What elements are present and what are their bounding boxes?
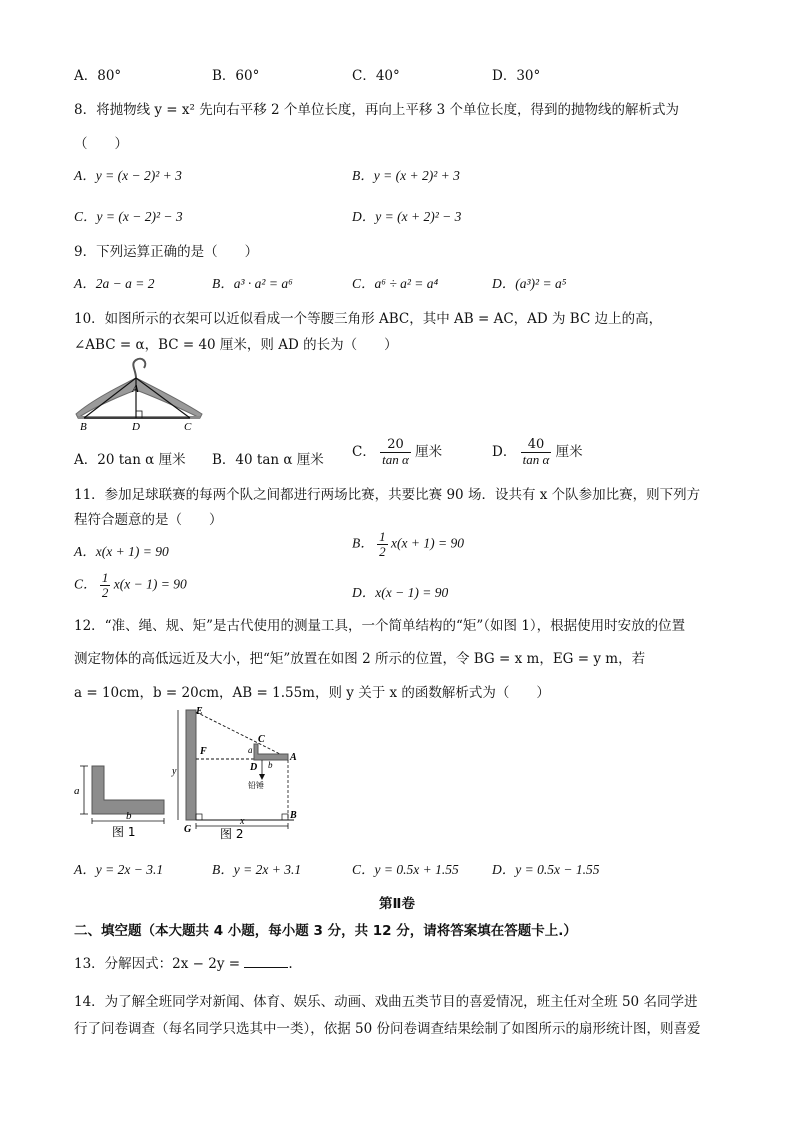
q10-option-b: B．40 tan α 厘米 xyxy=(212,452,324,468)
q11-stem-line2: 程符合题意的是（ ） xyxy=(74,512,223,528)
q9-option-b: B．a³ · a² = a⁶ xyxy=(212,276,293,291)
q9-stem: 9．下列运算正确的是（ ） xyxy=(74,244,259,260)
q12-option-a: A．y = 2x − 3.1 xyxy=(74,862,164,877)
q11-option-b-denominator: 2 xyxy=(379,544,386,559)
q12-option-d: D．y = 0.5x − 1.55 xyxy=(492,862,600,877)
q8-stem-line1: 8．将抛物线 y = x² 先向右平移 2 个单位长度，再向上平移 3 个单位长度，得到的抛物线的解析式为 xyxy=(74,102,680,118)
q11-option-b-numerator: 1 xyxy=(379,529,386,544)
q10-option-a: A．20 tan α 厘米 xyxy=(74,452,186,468)
fig1-label-b: b xyxy=(126,810,132,822)
figure-1-ju xyxy=(72,752,176,840)
q8-stem-line2: （ ） xyxy=(74,136,128,152)
q10-option-c-prefix: C． xyxy=(352,444,376,460)
q11-stem-line1: 11．参加足球联赛的每两个队之间都进行两场比赛，共要比赛 90 场．设共有 x 个队参加比赛，则下列方 xyxy=(74,487,701,503)
fig2-label-a: A xyxy=(290,752,297,763)
fig2-label-b-small: b xyxy=(268,760,273,770)
fig2-label-a-small: a xyxy=(248,745,253,755)
q7-option-b: B．60° xyxy=(212,68,260,84)
q10-option-c-unit: 厘米 xyxy=(415,444,443,460)
section-2-title: 第Ⅱ卷 xyxy=(379,896,415,912)
hanger-figure xyxy=(72,356,208,432)
q8-option-d: D．y = (x + 2)² − 3 xyxy=(352,209,462,224)
q13-end: . xyxy=(288,956,293,972)
q13-text: 13．分解因式：2x − 2y = xyxy=(74,956,241,972)
fig2-label-f: F xyxy=(200,746,207,757)
fig2-label-c: C xyxy=(258,734,265,745)
fig2-label-e: E xyxy=(196,706,203,717)
q10-option-c-numerator: 20 xyxy=(380,438,411,453)
q9-option-d: D．(a³)² = a⁵ xyxy=(492,276,567,291)
q10-option-d-numerator: 40 xyxy=(521,438,552,453)
fig2-label-x: x xyxy=(240,816,245,827)
q10-option-d-denominator: tan α xyxy=(522,452,550,467)
q12-option-c: C．y = 0.5x + 1.55 xyxy=(352,862,459,877)
q13-stem xyxy=(74,952,293,972)
figure-2-measurement xyxy=(170,704,310,842)
q11-option-a: A．x(x + 1) = 90 xyxy=(74,544,169,559)
hanger-label-a: A xyxy=(132,383,139,395)
q11-option-c-denominator: 2 xyxy=(101,585,109,600)
fig1-caption: 图 1 xyxy=(112,825,136,839)
q8-option-b: B．y = (x + 2)² + 3 xyxy=(352,168,460,183)
q11-option-b-rest: x(x + 1) = 90 xyxy=(391,535,464,551)
fig2-label-d: D xyxy=(250,762,258,773)
q14-stem-line1: 14．为了解全班同学对新闻、体育、娱乐、动画、戏曲五类节目的喜爱情况，班主任对全班 50 名同学进 xyxy=(74,994,698,1010)
hanger-label-c: C xyxy=(184,421,192,432)
hanger-label-b: B xyxy=(80,421,87,432)
q11-option-c-rest: x(x − 1) = 90 xyxy=(113,576,187,592)
q11-option-b-fraction xyxy=(377,530,388,559)
q11-option-b-prefix: B． xyxy=(352,535,374,551)
fig2-plumb-label: 铅锤 xyxy=(248,781,264,790)
q10-option-d-prefix: D． xyxy=(492,444,517,460)
fig2-label-b: B xyxy=(290,810,297,821)
q7-option-a: A．80° xyxy=(74,68,122,84)
q11-option-c xyxy=(74,571,187,600)
q9-option-c: C．a⁶ ÷ a² = a⁴ xyxy=(352,276,439,291)
q7-option-d: D．30° xyxy=(492,68,541,84)
q10-option-d-unit: 厘米 xyxy=(555,444,583,460)
q10-stem-line2: ∠ABC = α，BC = 40 厘米，则 AD 的长为（ ） xyxy=(74,337,398,353)
hanger-label-d: D xyxy=(132,421,140,432)
q11-option-c-numerator: 1 xyxy=(101,570,109,585)
q13-answer-blank xyxy=(244,954,288,968)
q11-option-b xyxy=(352,530,464,559)
q7-option-c: C．40° xyxy=(352,68,400,84)
q10-option-c-denominator: tan α xyxy=(382,452,409,467)
fig1-label-a: a xyxy=(74,785,80,797)
q12-stem-line2: 测定物体的高低远近及大小，把“矩”放置在如图 2 所示的位置，令 BG = x m，EG = y m，若 xyxy=(74,651,646,667)
q11-option-c-fraction xyxy=(100,571,111,600)
q8-option-c: C．y = (x − 2)² − 3 xyxy=(74,209,183,224)
q12-option-b: B．y = 2x + 3.1 xyxy=(212,862,302,877)
q11-option-c-prefix: C． xyxy=(74,576,97,592)
q9-option-a: A．2a − a = 2 xyxy=(74,276,155,291)
fig2-label-g: G xyxy=(184,824,192,835)
q10-option-c-fraction xyxy=(380,438,411,467)
q14-stem-line2: 行了问卷调查（每名同学只选其中一类），依据 50 份问卷调查结果绘制了如图所示的扇形统计图，则喜爱 xyxy=(74,1021,701,1037)
q10-stem-line1: 10．如图所示的衣架可以近似看成一个等腰三角形 ABC，其中 AB = AC，AD 为 BC 边上的高， xyxy=(74,311,663,327)
q12-stem-line1: 12．“准、绳、规、矩”是古代使用的测量工具，一个简单结构的“矩”（如图 1），根据使用时安放的位置 xyxy=(74,618,686,634)
q12-stem-line3: a = 10cm，b = 20cm，AB = 1.55m，则 y 关于 x 的函数解析式为（ ） xyxy=(74,685,550,701)
q10-option-c xyxy=(352,438,442,467)
q8-option-a: A．y = (x − 2)² + 3 xyxy=(74,168,182,183)
q10-option-d-fraction xyxy=(521,438,552,467)
q10-option-d xyxy=(492,438,583,467)
fig2-caption: 图 2 xyxy=(220,827,244,841)
q11-option-d: D．x(x − 1) = 90 xyxy=(352,585,449,600)
fig2-label-y: y xyxy=(172,766,177,777)
section-2-heading: 二、填空题（本大题共 4 小题，每小题 3 分，共 12 分，请将答案填在答题卡上.） xyxy=(74,923,577,939)
